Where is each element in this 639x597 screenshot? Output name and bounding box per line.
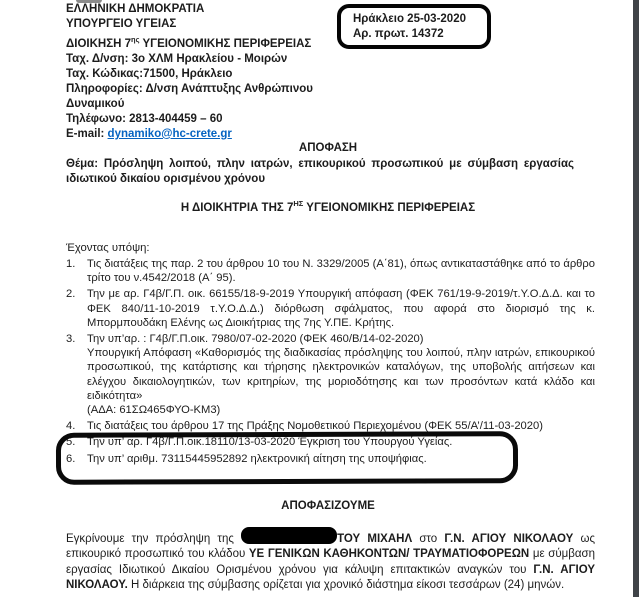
name-patronymic: ΤΟΥ ΜΙΧΑΗΛ xyxy=(337,533,413,545)
item-text xyxy=(87,332,595,417)
considering-label: Έχοντας υπόψη: xyxy=(66,242,150,254)
authority-heading: Η ΔΙΟΙΚΗΤΡΙΑ ΤΗΣ $7^{H\Sigma}$ ΥΓΕΙΟΝΟΜΙΚΗΣ ΠΕΡΙΦΕΡΕΙΑΣ xyxy=(180,199,476,214)
consideration-item xyxy=(66,435,595,449)
item-ada: (ΑΔΑ: 61ΣΩ465ΦΥΟ-ΚΜ3) xyxy=(87,404,221,417)
item-text: Την υπ’ αρ. Γ4β/Γ.Π.οικ.18110/13-03-2020 Έγκριση του Υπουργού Υγείας. xyxy=(87,436,453,449)
protocol-annotation-box xyxy=(337,4,491,49)
item-number: 2. xyxy=(66,288,76,301)
job-category: ΥΕ ΓΕΝΙΚΩΝ ΚΑΘΗΚΟΝΤΩΝ/ ΤΡΑΥΜΑΤΙΟΦΟΡΕΩΝ xyxy=(248,548,530,561)
item-number: 6. xyxy=(66,452,76,465)
contact-department: Πληροφορίες: Δ/νση Ανάπτυξης Ανθρώπινου Δυναμικού xyxy=(66,82,313,110)
item-number: 3. xyxy=(66,333,76,346)
item-number: 1. xyxy=(66,258,76,270)
consideration-item xyxy=(66,419,595,433)
considerations-list xyxy=(66,257,595,468)
decision-heading: ΑΠΟΦΑΣΗ xyxy=(298,142,358,154)
ordinal-superscript: ης xyxy=(131,35,140,44)
phone-number: Τηλέφωνο: 2813-404459 – 60 xyxy=(66,112,223,125)
consideration-item xyxy=(66,452,595,466)
item-quote: Υπουργική Απόφαση «Καθορισμός της διαδικασίας πρόσληψης του λοιπού, πλην ιατρών, επικουρικού προσωπικού, της κατάρτισης και τήρησης ηλεκτρονικών καταλόγων, της υποβολής αιτήσεων και ελέγχου δικαιολογητικών, των κριτηρίων, της μοριοδότησης και των προσόντων κατά κλάδο και ειδικότητα» xyxy=(87,347,595,402)
agency-letterhead xyxy=(66,2,358,142)
consideration-item xyxy=(66,257,595,285)
postal-code: Ταχ. Κώδικας:71500, Ηράκλειο xyxy=(66,67,233,80)
consideration-item xyxy=(66,287,595,330)
operative-text: Εγκρίνουμε την πρόσληψη της xyxy=(66,533,242,545)
email-label: E-mail: xyxy=(66,127,108,140)
protocol-number: Αρ. πρωτ. 14372 xyxy=(353,27,444,40)
consideration-item xyxy=(66,332,595,417)
subject-line: Θέμα: Πρόσληψη λοιπού, πλην ιατρών, επικουρικού προσωπικού με σύμβαση εργασίας ιδιωτικού δικαίου ορισμένου χρόνου xyxy=(66,158,574,185)
item-number: 4. xyxy=(66,420,76,433)
hospital-name: Γ.Ν. ΑΓΙΟΥ ΝΙΚΟΛΑΟΥ. xyxy=(66,563,596,591)
ministry-name: ΥΠΟΥΡΓΕΙΟ ΥΓΕΙΑΣ xyxy=(66,18,177,30)
item-text: Την υπ’ αριθμ. 73115445952892 ηλεκτρονική αίτηση της υποψήφιας. xyxy=(87,452,427,465)
redaction-bar xyxy=(241,527,337,544)
ordinal-superscript: ΗΣ xyxy=(293,199,304,208)
email-line xyxy=(66,127,358,142)
postal-address: Ταχ. Δ/νση: 3ο ΧΛΜ Ηρακλείου - Μοιρών xyxy=(66,52,288,65)
item-ref: Την υπ’αρ. : Γ4β/Γ.Π.οικ. 7980/07-02-2020 (ΦΕΚ 460/Β/14-02-2020) xyxy=(87,333,424,346)
item-number: 5. xyxy=(66,436,76,449)
place-date: Ηράκλειο 25-03-2020 xyxy=(353,13,466,25)
item-text: Τις διατάξεις της παρ. 2 του άρθρου 10 του Ν. 3329/2005 (Α΄81), όπως αντικαταστάθηκε από το άρθρο τρίτο του ν.4542/2018 (Α΄ 95). xyxy=(87,258,595,285)
administration-name: ΔΙΟΙΚΗΣΗ $7^{\eta\varsigma}$ ΥΓΕΙΟΝΟΜΙΚΗΣ ΠΕΡΙΦΕΡΕΙΑΣ xyxy=(66,35,312,50)
operative-paragraph: Εγκρίνουμε την πρόσληψη της ΤΟΥ ΜΙΧΑΗΛ στο Γ.Ν. ΑΓΙΟΥ ΝΙΚΟΛΑΟΥ ως επικουρικό προσωπικό του κλάδου ΥΕ ΓΕΝΙΚΩΝ ΚΑΘΗΚΟΝΤΩΝ/ ΤΡΑΥΜΑΤΙΟΦΟΡΕΩΝ με σύμβαση εργασίας Ιδιωτικού Δικαίου Ορισμένου χρόνου για κάλυψη επιτακτικών αναγκών του Γ.Ν. ΑΓΙΟΥ ΝΙΚΟΛΑΟΥ. Η διάρκεια της σύμβασης ορίζεται για χρονικό διάστημα είκοσι τεσσάρων (24) μηνών. xyxy=(66,527,595,593)
item-text: Την με αρ. Γ4β/Γ.Π. οικ. 66155/18-9-2019 Υπουργική απόφαση (ΦΕΚ 761/19-9-2019/τ.Υ.Ο.Δ.Δ. και το ΦΕΚ 840/11-10-2019 τ.Υ.Ο.Δ.Δ.) διόρθωση σφάλματος, που αφορά στο διορισμό της κ. Μπορμπουδάκη Ελένης ως Διοικήτριας της 7ης Υ.ΠΕ. Κρήτης. xyxy=(87,288,595,329)
email-link[interactable]: dynamiko@hc-crete.gr xyxy=(107,127,232,140)
state-name: ΕΛΛΗΝΙΚΗ ΔΗΜΟΚΡΑΤΙΑ xyxy=(66,3,205,15)
hospital-name: Γ.Ν. ΑΓΙΟΥ ΝΙΚΟΛΑΟΥ xyxy=(444,533,574,545)
operative-heading: ΑΠΟΦΑΣΙΖΟΥΜΕ xyxy=(281,500,375,512)
scrollbar-track[interactable] xyxy=(633,0,639,597)
item-text: Τις διατάξεις του άρθρου 17 της Πράξης Νομοθετικού Περιεχομένου (ΦΕΚ 55/Α’/11-03-2020) xyxy=(87,420,543,433)
